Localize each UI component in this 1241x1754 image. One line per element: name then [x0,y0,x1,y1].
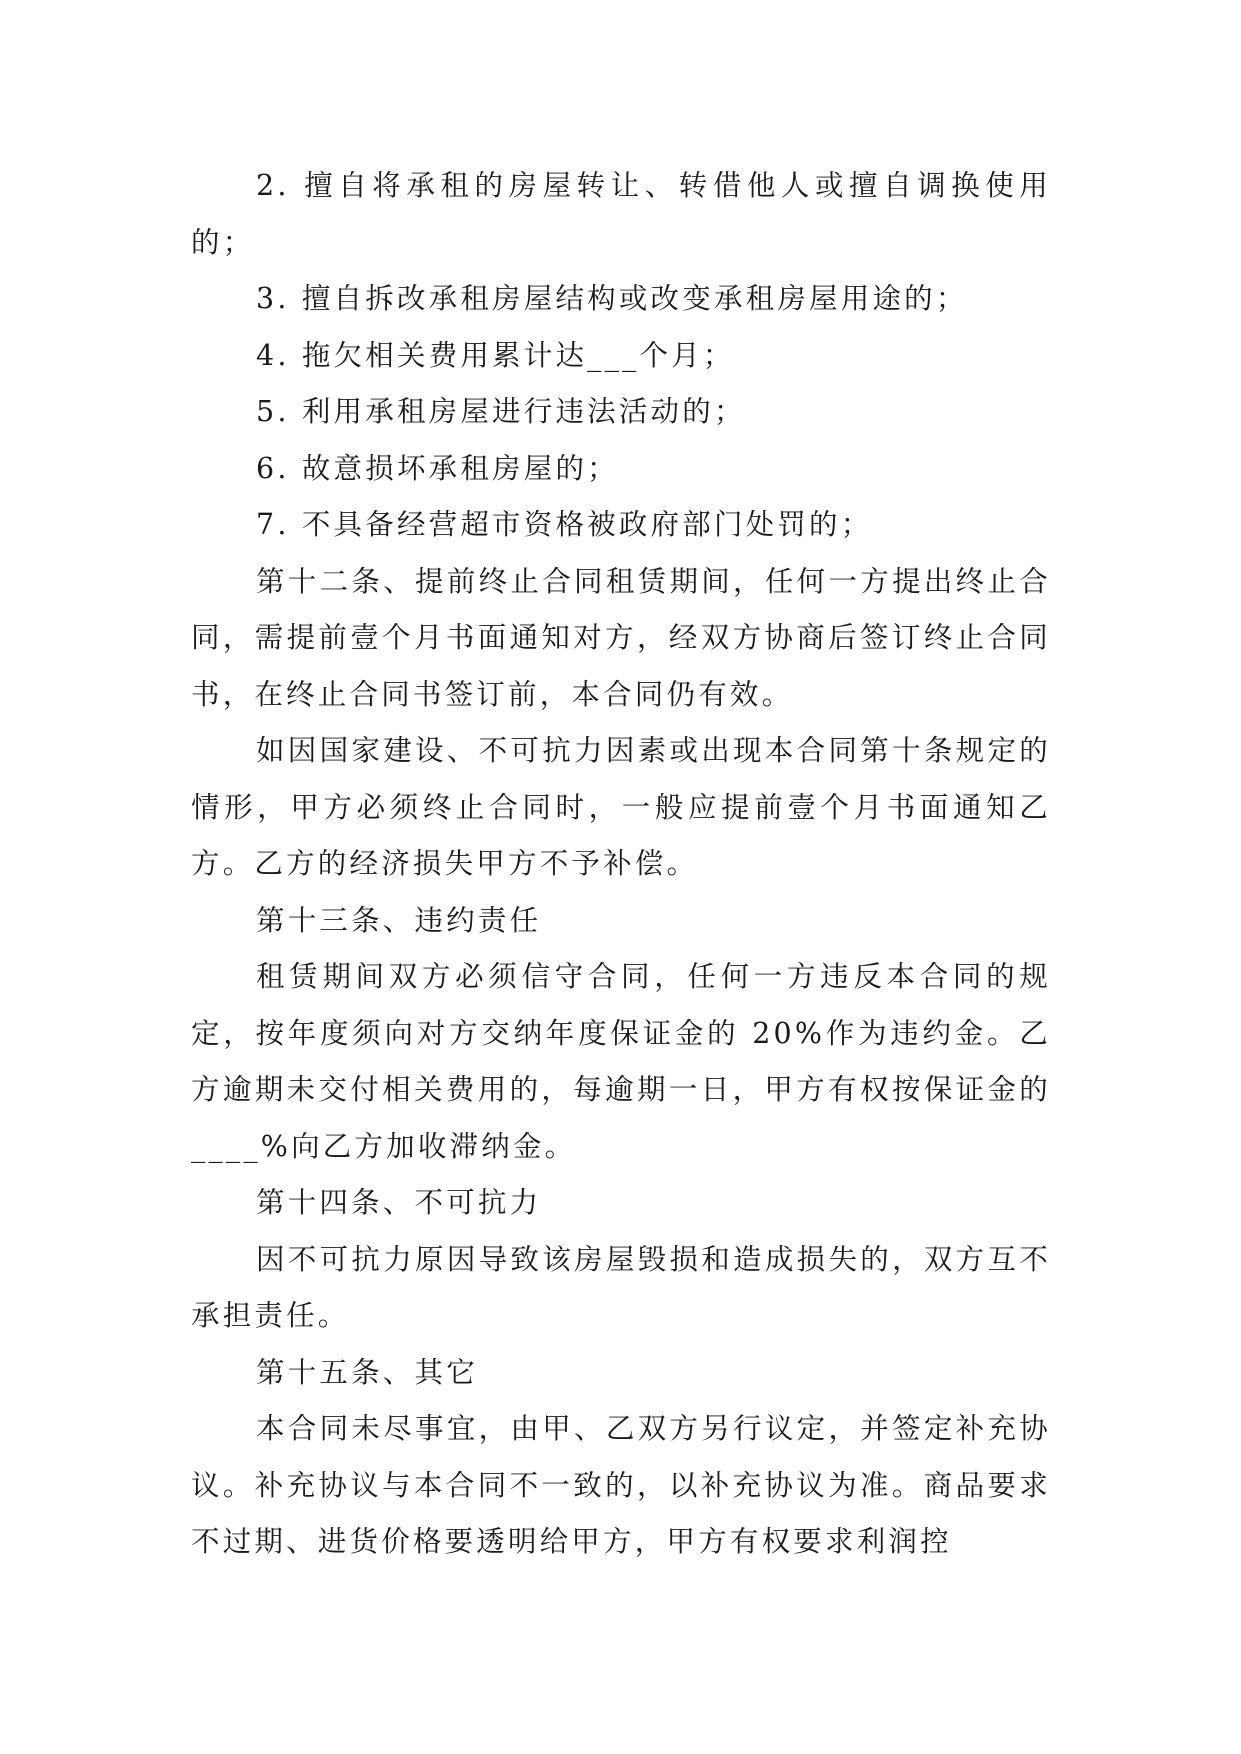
clause-item-4: 4. 拖欠相关费用累计达___个月； [256,338,735,372]
article-15-heading: 第十五条、其它 [256,1355,478,1389]
clause-item-5: 5. 利用承租房屋进行违法活动的； [256,395,746,428]
article-12-paragraph: 第十二条、提前终止合同租赁期间，任何一方提出终止合同，需提前壹个月书面通知对方，经双方协商后签订终止合同书，在终止合同书签订前，本合同仍有效。 [191,564,1051,711]
clause-item-7: 7. 不具备经营超市资格被政府部门处罚的； [256,508,873,541]
article-12-paragraph-2: 如因国家建设、不可抗力因素或出现本合同第十条规定的情形，甲方必须终止合同时，一般应提前壹个月书面通知乙方。乙方的经济损失甲方不予补偿。 [191,734,1051,880]
article-13-paragraph: 租赁期间双方必须信守合同，任何一方违反本合同的规定，按年度须向对方交纳年度保证金的 20%作为违约金。乙方逾期未交付相关费用的，每逾期一日，甲方有权按保证金的____%向乙方加收滞纳金。 [191,960,1051,1163]
article-13-heading: 第十三条、违约责任 [256,903,542,937]
clause-item-2: 2. 擅自将承租的房屋转让、转借他人或擅自调换使用的； [191,169,1051,259]
article-14-heading: 第十四条、不可抗力 [256,1186,542,1219]
clause-item-6: 6. 故意损坏承租房屋的； [256,451,619,485]
document-body [191,158,1051,1571]
clause-item-3: 3. 擅自拆改承租房屋结构或改变承租房屋用途的； [256,282,968,315]
article-14-paragraph: 因不可抗力原因导致该房屋毁损和造成损失的，双方互不承担责任。 [191,1242,1051,1332]
article-15-paragraph: 本合同未尽事宜，由甲、乙双方另行议定，并签定补充协议。补充协议与本合同不一致的，以补充协议为准。商品要求不过期、进货价格要透明给甲方，甲方有权要求利润控 [191,1412,1051,1558]
